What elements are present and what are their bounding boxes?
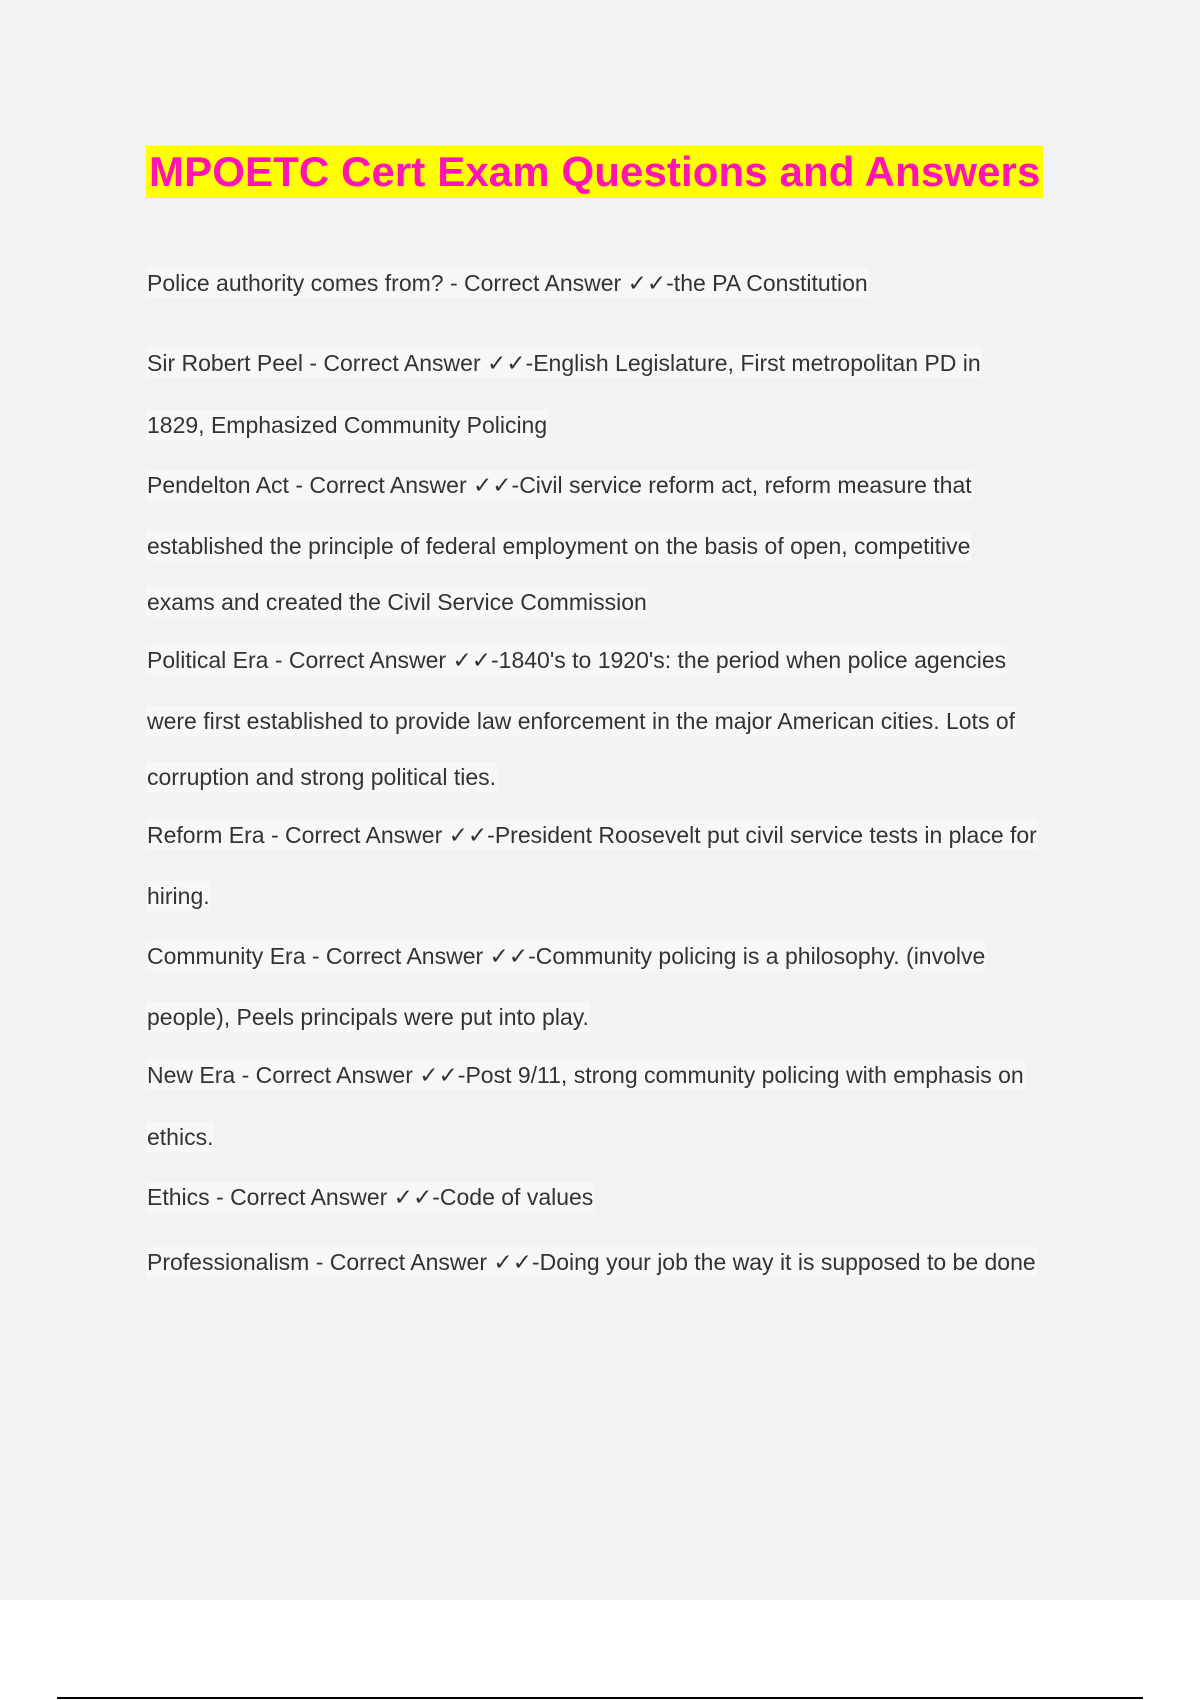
page-divider — [57, 1697, 1143, 1699]
qa-line: Professionalism - Correct Answer ✓✓-Doing your job the way it is supposed to be done — [147, 1249, 1036, 1275]
qa-line: corruption and strong political ties. — [147, 764, 497, 790]
document-title: MPOETC Cert Exam Questions and Answers — [146, 146, 1043, 198]
qa-line: New Era - Correct Answer ✓✓-Post 9/11, strong community policing with emphasis on — [147, 1062, 1024, 1088]
qa-line: Political Era - Correct Answer ✓✓-1840's to 1920's: the period when police agencies — [147, 647, 1007, 673]
qa-line: people), Peels principals were put into play. — [147, 1004, 589, 1030]
qa-line: Police authority comes from? - Correct Answer ✓✓-the PA Constitution — [147, 270, 868, 296]
qa-line: Pendelton Act - Correct Answer ✓✓-Civil service reform act, reform measure that — [147, 472, 972, 498]
qa-line: hiring. — [147, 883, 210, 909]
title-block — [146, 146, 1043, 198]
qa-line: were first established to provide law enforcement in the major American cities. Lots of — [147, 708, 1016, 734]
qa-line: ethics. — [147, 1124, 214, 1150]
qa-line: Ethics - Correct Answer ✓✓-Code of values — [147, 1184, 594, 1210]
qa-line: 1829, Emphasized Community Policing — [147, 412, 548, 438]
qa-line: exams and created the Civil Service Commission — [147, 589, 647, 615]
qa-line: established the principle of federal employment on the basis of open, competitive — [147, 533, 971, 559]
qa-line: Reform Era - Correct Answer ✓✓-President Roosevelt put civil service tests in place for — [147, 822, 1037, 848]
qa-line: Community Era - Correct Answer ✓✓-Community policing is a philosophy. (involve — [147, 943, 986, 969]
qa-line: Sir Robert Peel - Correct Answer ✓✓-English Legislature, First metropolitan PD in — [147, 350, 981, 376]
